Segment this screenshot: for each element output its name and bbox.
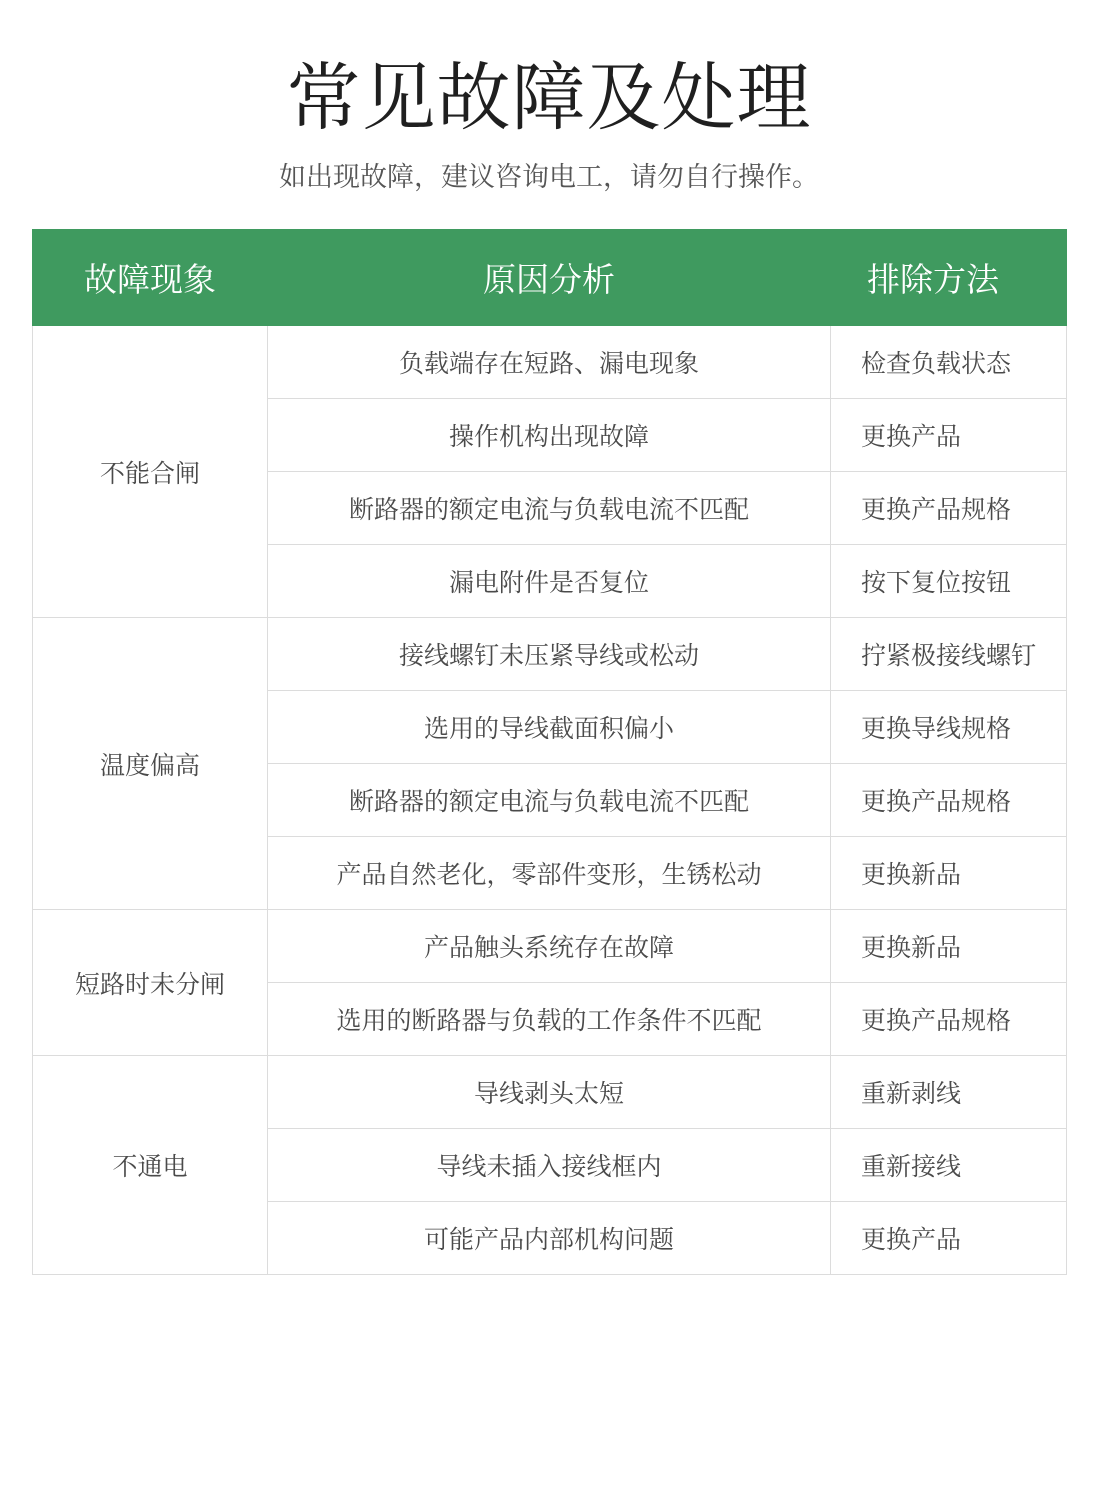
cause-cell: 导线剥头太短 [268,1056,831,1129]
fix-cell: 更换新品 [831,910,1067,983]
column-header-fix: 排除方法 [831,230,1067,326]
symptom-label: 短路时未分闸 [74,969,225,999]
fix-cell: 按下复位按钮 [831,545,1067,618]
fix-cell: 更换产品 [831,1202,1067,1275]
cause-cell: 断路器的额定电流与负载电流不匹配 [268,472,831,545]
fix-cell: 更换新品 [831,837,1067,910]
fix-cell: 更换产品规格 [831,472,1067,545]
fault-table [32,229,1067,1275]
fix-cell: 更换导线规格 [831,691,1067,764]
symptom-cell [33,618,268,910]
cause-cell: 漏电附件是否复位 [268,545,831,618]
column-header-symptom: 故障现象 [33,230,268,326]
header-row [33,230,1067,326]
symptom-cell [33,910,268,1056]
cause-cell: 导线未插入接线框内 [268,1129,831,1202]
table-body [33,326,1067,1275]
fix-cell: 重新剥线 [831,1056,1067,1129]
fix-cell: 拧紧极接线螺钉 [831,618,1067,691]
cause-cell: 产品自然老化，零部件变形，生锈松动 [268,837,831,910]
fix-cell: 更换产品 [831,399,1067,472]
page-title: 常见故障及处理 [286,55,812,141]
column-header-cause: 原因分析 [268,230,831,326]
fix-cell: 检查负载状态 [831,326,1067,399]
fix-cell: 更换产品规格 [831,983,1067,1056]
cause-cell: 接线螺钉未压紧导线或松动 [268,618,831,691]
page-subtitle: 如出现故障，建议咨询电工，请勿自行操作。 [279,162,819,193]
fix-cell: 更换产品规格 [831,764,1067,837]
table-header [33,230,1067,326]
cause-cell: 可能产品内部机构问题 [268,1202,831,1275]
cause-cell: 产品触头系统存在故障 [268,910,831,983]
table-row [33,1056,1067,1129]
symptom-label: 温度偏高 [99,750,200,780]
cause-cell: 操作机构出现故障 [268,399,831,472]
fix-cell: 重新接线 [831,1129,1067,1202]
cause-cell: 负载端存在短路、漏电现象 [268,326,831,399]
symptom-label: 不通电 [112,1152,188,1181]
symptom-cell [33,1056,268,1275]
cause-cell: 选用的断路器与负载的工作条件不匹配 [268,983,831,1056]
symptom-cell [33,326,268,618]
table-row [33,618,1067,691]
cause-cell: 断路器的额定电流与负载电流不匹配 [268,764,831,837]
cause-cell: 选用的导线截面积偏小 [268,691,831,764]
table-row [33,910,1067,983]
table-row [33,326,1067,399]
symptom-label: 不能合闸 [99,458,200,488]
